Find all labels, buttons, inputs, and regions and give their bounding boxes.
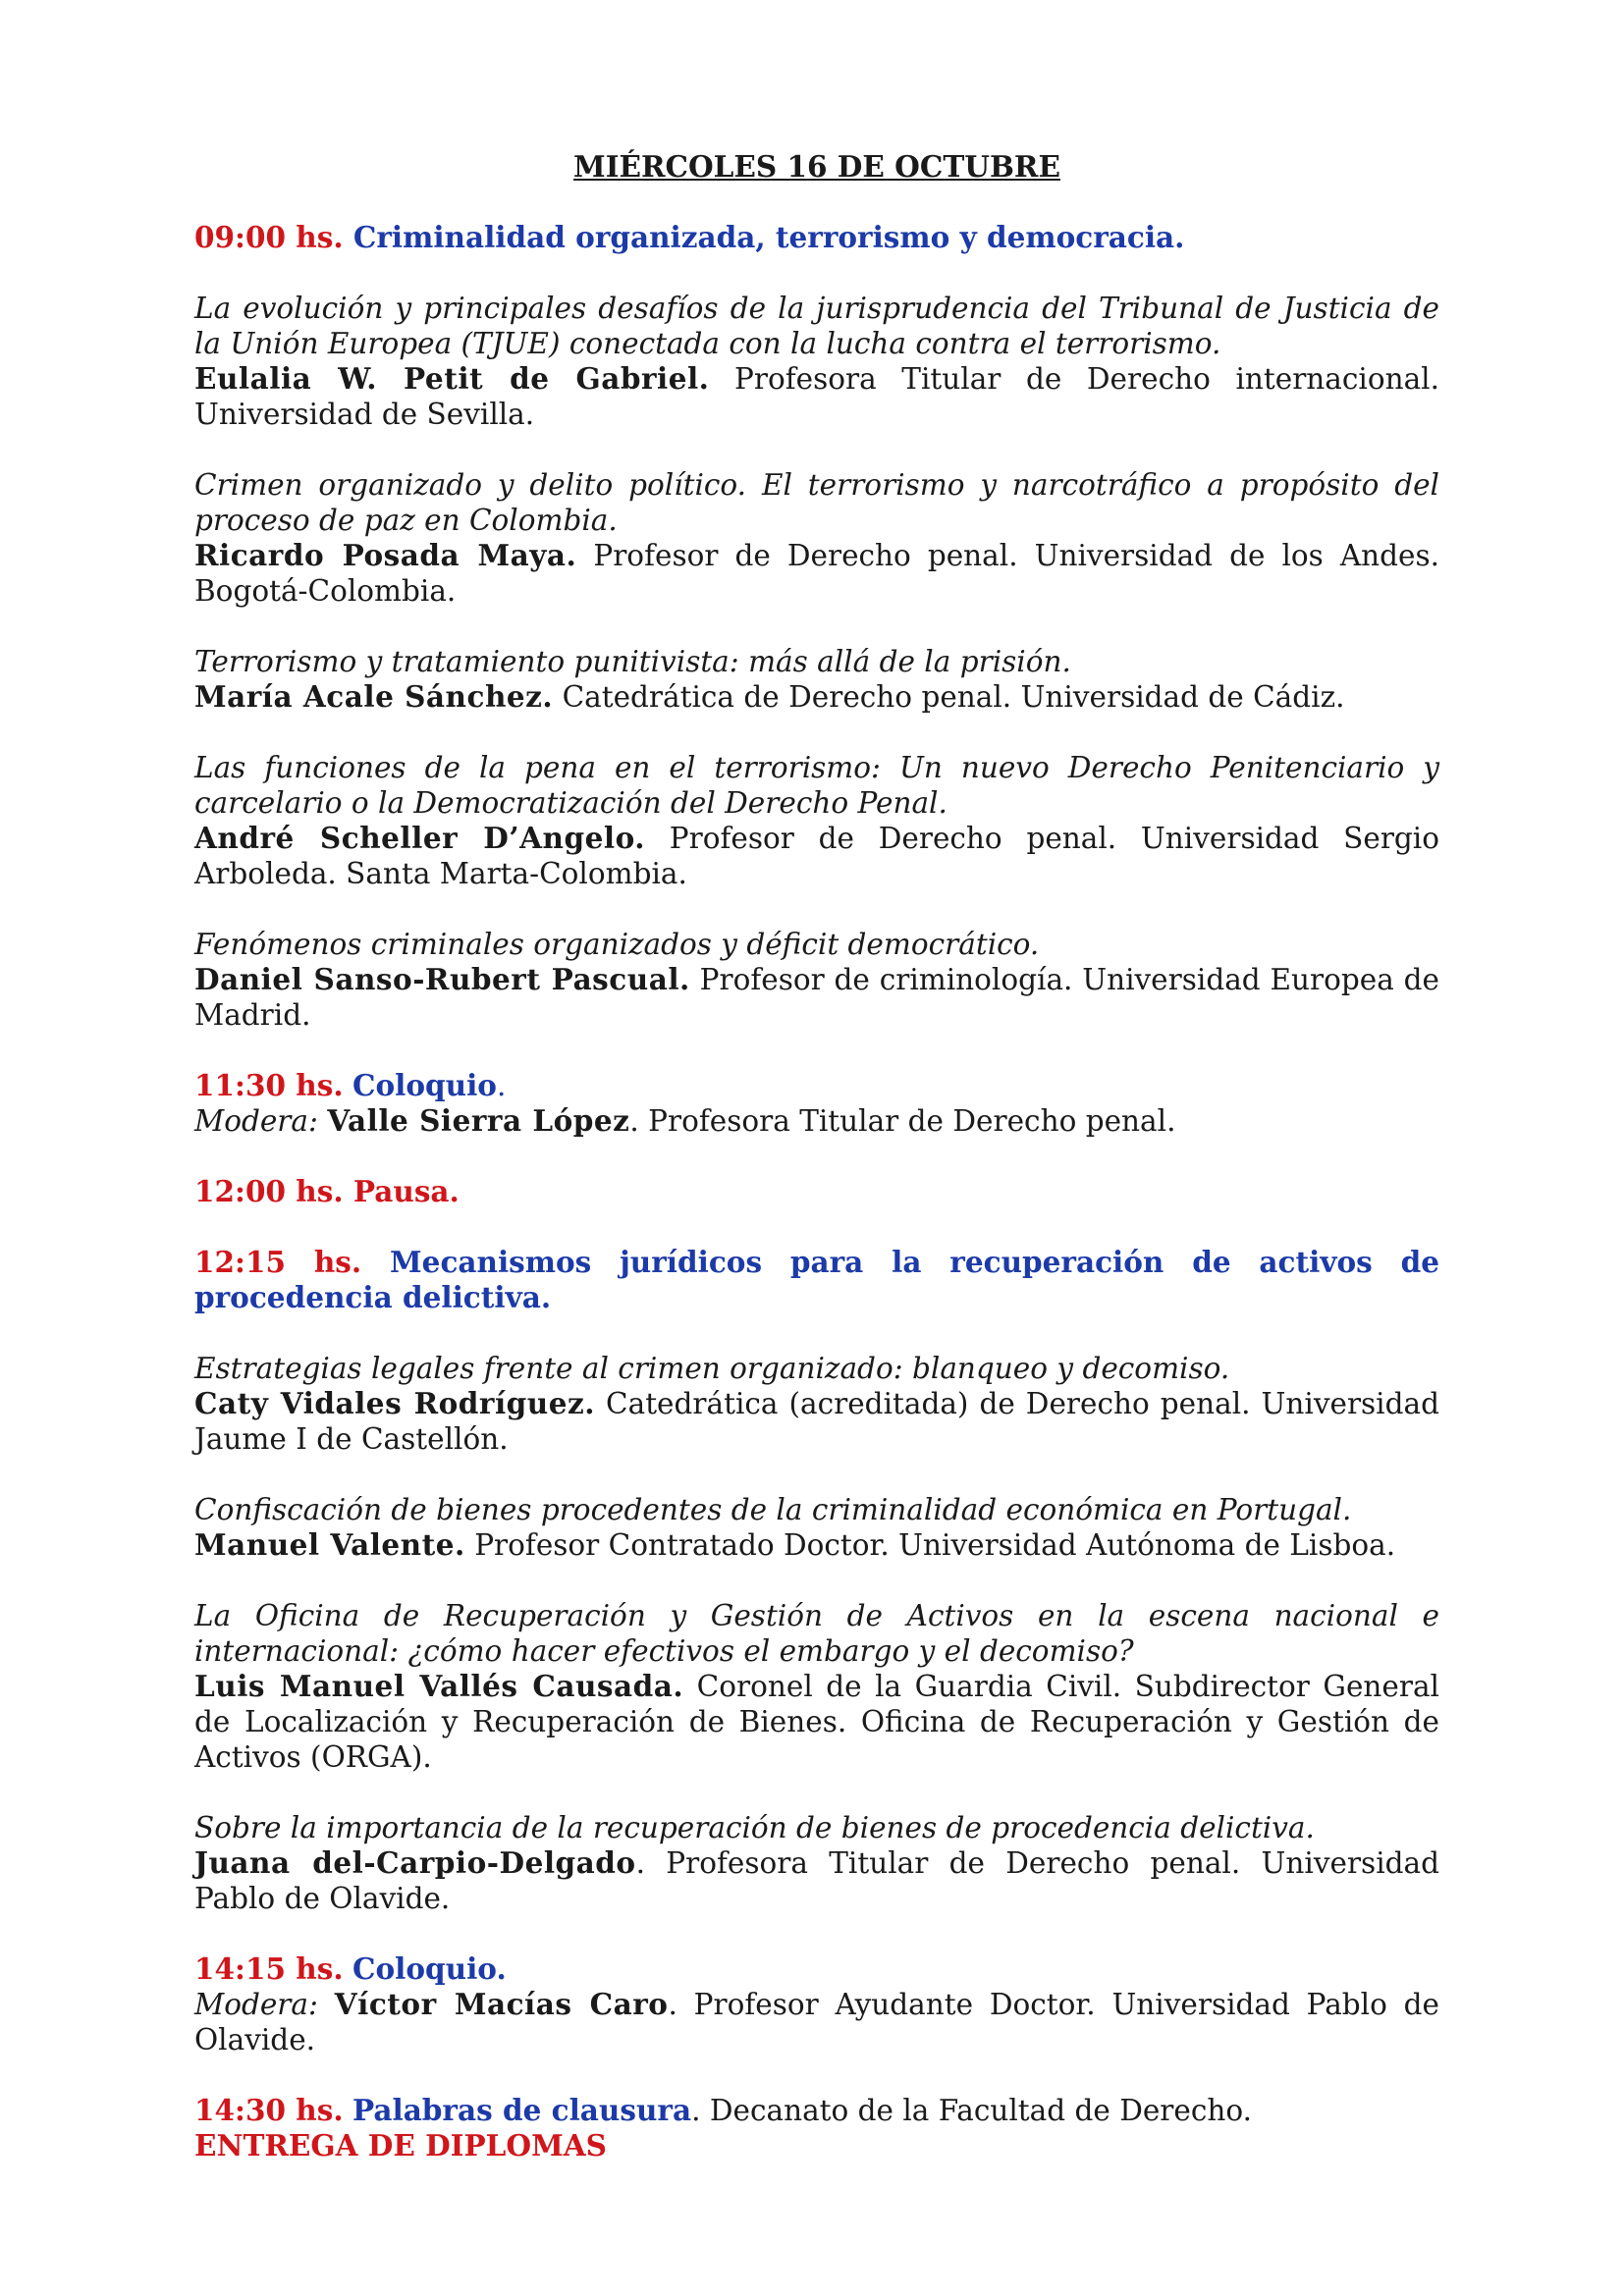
speaker-affiliation: Profesor Contratado Doctor. Universidad Autónoma de Lisboa.: [474, 1528, 1396, 1562]
session-title: Criminalidad organizada, terrorismo y democracia.: [352, 220, 1185, 254]
speaker-name: Manuel Valente.: [194, 1527, 465, 1562]
talk-item: [194, 644, 1439, 715]
moderator-name: Valle Sierra López: [327, 1103, 630, 1138]
session-header-1: [194, 220, 1439, 255]
session-time: 12:15 hs.: [194, 1245, 362, 1279]
talk-item: [194, 291, 1439, 432]
talk-item: [194, 467, 1439, 609]
program-content: [194, 149, 1439, 2163]
session-header-2: [194, 1245, 1439, 1315]
moderator-label: Modera:: [194, 1104, 318, 1138]
speaker-affiliation: . Profesora Titular de Derecho penal. Universidad Pablo de Olavide.: [194, 1846, 1439, 1915]
talk-item: [194, 750, 1439, 891]
session-title: Mecanismos jurídicos para la recuperación de activos de procedencia delictiva.: [194, 1245, 1439, 1314]
session-time: 14:30 hs.: [194, 2093, 344, 2127]
talk-title: La evolución y principales desafíos de la jurisprudencia del Tribunal de Justicia de la Unión Europea (TJUE) conectada con la lucha contra el terrorismo.: [194, 292, 1439, 360]
pause-item: 12:00 hs. Pausa.: [194, 1174, 460, 1208]
session-time: 14:15 hs.: [194, 1951, 344, 1986]
session-time: 11:30 hs.: [194, 1068, 344, 1102]
coloquio-block-1: [194, 1068, 1439, 1139]
speaker-name: Caty Vidales Rodríguez.: [194, 1386, 596, 1420]
speaker-affiliation: Profesora Titular de Derecho internacional. Universidad de Sevilla.: [194, 362, 1439, 431]
talk-title: Fenómenos criminales organizados y déficit democrático.: [194, 928, 1040, 961]
closing-detail: . Decanato de la Facultad de Derecho.: [691, 2094, 1253, 2127]
session-title: Coloquio: [352, 1068, 497, 1102]
session-title: Coloquio.: [352, 1951, 507, 1986]
speaker-affiliation: Catedrática (acreditada) de Derecho penal. Universidad Jaume I de Castellón.: [194, 1387, 1439, 1456]
day-title: MIÉRCOLES 16 DE OCTUBRE: [573, 149, 1060, 184]
speaker-affiliation: Catedrática de Derecho penal. Universidad de Cádiz.: [562, 680, 1345, 714]
speaker-name: Luis Manuel Vallés Causada.: [194, 1669, 684, 1703]
talk-item: [194, 1492, 1439, 1563]
coloquio-block-2: [194, 1951, 1439, 2057]
speaker-affiliation: Profesor de Derecho penal. Universidad de los Andes. Bogotá-Colombia.: [194, 539, 1439, 608]
talk-title: Confiscación de bienes procedentes de la criminalidad económica en Portugal.: [194, 1493, 1352, 1526]
talk-title: Terrorismo y tratamiento punitivista: más allá de la prisión.: [194, 645, 1071, 678]
moderator-affiliation: . Profesor Ayudante Doctor. Universidad Pablo de Olavide.: [194, 1988, 1440, 2056]
title-period: .: [496, 1069, 507, 1102]
talk-item: [194, 1598, 1439, 1775]
talk-title: Sobre la importancia de la recuperación de bienes de procedencia delictiva.: [194, 1811, 1315, 1844]
session-title: Palabras de clausura: [352, 2093, 692, 2127]
session-time: 09:00 hs.: [194, 220, 344, 254]
talk-title: Estrategias legales frente al crimen organizado: blanqueo y decomiso.: [194, 1352, 1230, 1385]
speaker-name: Ricardo Posada Maya.: [194, 538, 577, 572]
speaker-name: Daniel Sanso-Rubert Pascual.: [194, 962, 690, 996]
talk-item: [194, 1810, 1439, 1916]
speaker-affiliation: Profesor de criminología. Universidad Europea de Madrid.: [194, 963, 1439, 1032]
speaker-affiliation: Profesor de Derecho penal. Universidad Sergio Arboleda. Santa Marta-Colombia.: [194, 822, 1439, 890]
speaker-affiliation: Coronel de la Guardia Civil. Subdirector General de Localización y Recuperación de Bienes. Oficina de Recuperación y Gestión de Activos (ORGA).: [194, 1670, 1439, 1774]
moderator-label: Modera:: [194, 1988, 318, 2021]
talk-title: La Oficina de Recuperación y Gestión de Activos en la escena nacional e internacional: ¿cómo hacer efectivos el embargo y el decomiso?: [194, 1599, 1439, 1668]
closing-block: [194, 2093, 1439, 2163]
speaker-name: Juana del-Carpio-Delgado: [194, 1845, 636, 1880]
speaker-name: André Scheller D’Angelo.: [194, 821, 646, 855]
talk-title: Crimen organizado y delito político. El terrorismo y narcotráfico a propósito del proceso de paz en Colombia.: [194, 468, 1439, 537]
moderator-name: Víctor Macías Caro: [334, 1987, 669, 2021]
talk-item: [194, 1351, 1439, 1457]
talk-title: Las funciones de la pena en el terrorismo: Un nuevo Derecho Penitenciario y carcelario o la Democratización del Derecho Penal.: [194, 751, 1439, 820]
talk-item: [194, 927, 1439, 1033]
moderator-affiliation: . Profesora Titular de Derecho penal.: [629, 1104, 1176, 1138]
speaker-name: Eulalia W. Petit de Gabriel.: [194, 361, 710, 396]
speaker-name: María Acale Sánchez.: [194, 679, 554, 714]
diplomas-label: ENTREGA DE DIPLOMAS: [194, 2128, 607, 2163]
